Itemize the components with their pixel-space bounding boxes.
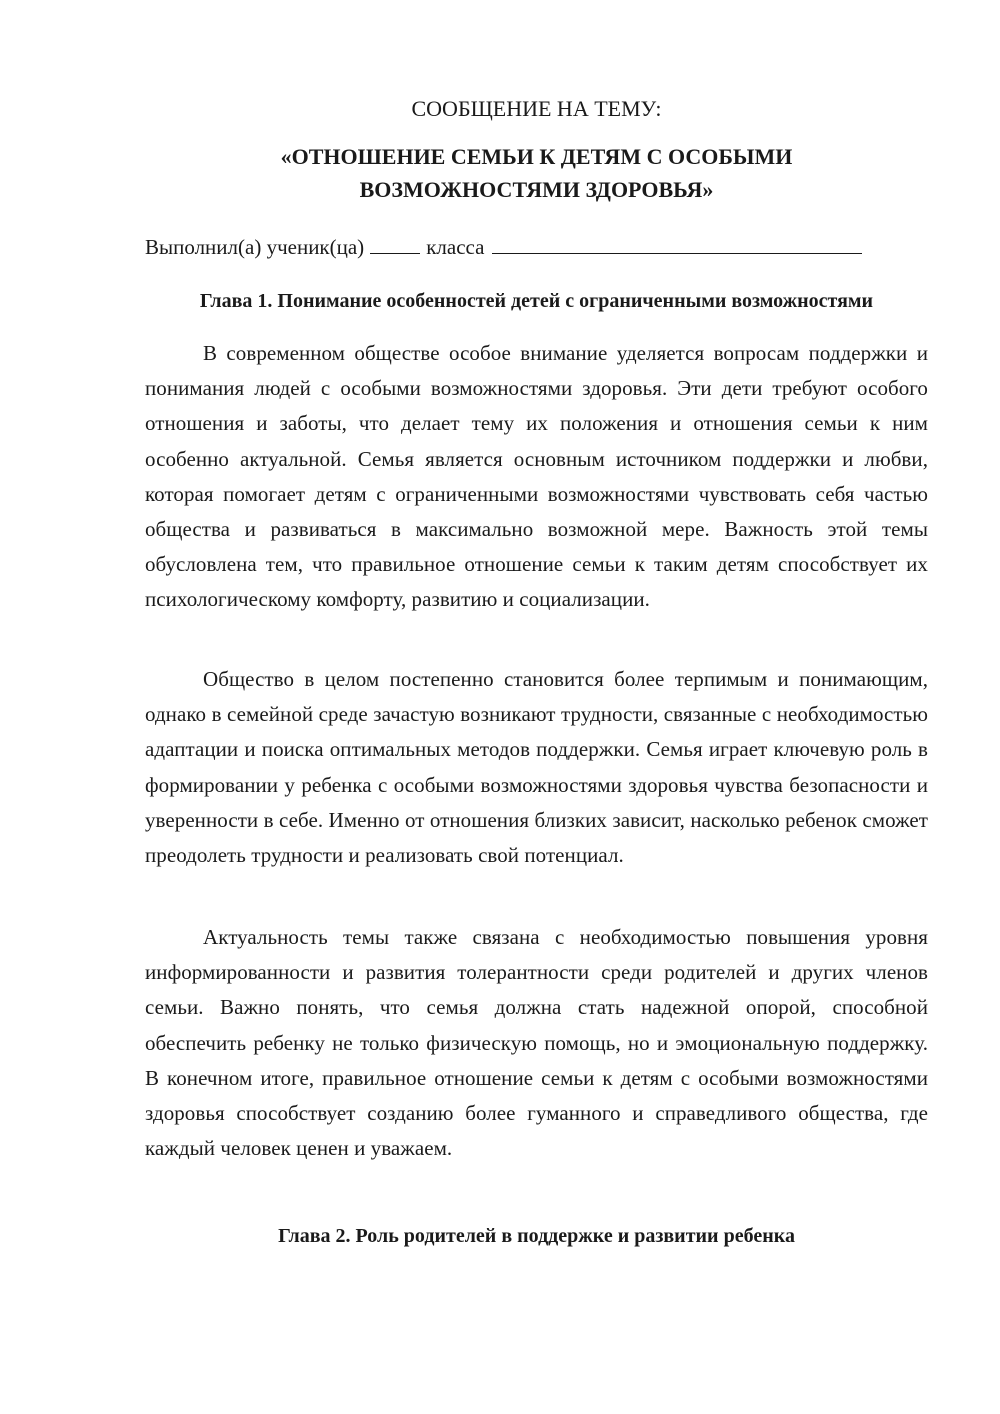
name-blank (492, 233, 862, 254)
document-heading: СООБЩЕНИЕ НА ТЕМУ: (411, 96, 662, 121)
paragraph-2: Общество в целом постепенно становится более терпимым и понимающим, однако в семейной среде зачастую возникают трудности, связанные с необходимостью адаптации и поиска оптимальных методов поддержки. Семья играет ключевую роль в формировании у ребенка с особыми возможностями здоровья чувства безопасности и уверенности в себе. Именно от отношения близких зависит, насколько ребенок сможет преодолеть трудности и реализовать свой потенциал. (145, 667, 928, 868)
grade-blank (370, 233, 420, 254)
paragraph-3: Актуальность темы также связана с необходимостью повышения уровня информированности и развития толерантности среди родителей и других членов семьи. Важно понять, что семья должна стать надежной опорой, способной обеспечить ребенку не только физическую помощь, но и эмоциональную поддержку. В конечном итоге, правильное отношение семьи к детям с особыми возможностями здоровья способствует созданию более гуманного и справедливого общества, где каждый человек ценен и уважаем. (145, 925, 928, 1161)
title-line-1: «ОТНОШЕНИЕ СЕМЬИ К ДЕТЯМ С ОСОБЫМИ (280, 144, 793, 169)
title-line-2: ВОЗМОЖНОСТЯМИ ЗДОРОВЬЯ» (359, 177, 714, 202)
paragraph-1: В современном обществе особое внимание уделяется вопросам поддержки и понимания людей с особыми возможностями здоровья. Эти дети требуют особого отношения и заботы, что делает тему их положения и отношения семьи к ним особенно актуальной. Семья является основным источником поддержки и любви, которая помогает детям с ограниченными возможностями чувствовать себя частью общества и развиваться в максимально возможной мере. Важность этой темы обусловлена тем, что правильное отношение семьи к таким детям способствует их психологическому комфорту, развитию и социализации. (145, 341, 928, 612)
chapter-2-title: Глава 2. Роль родителей в поддержке и развитии ребенка (278, 1225, 795, 1247)
author-prefix: Выполнил(а) ученик(ца) (145, 235, 365, 259)
chapter-1-title: Глава 1. Понимание особенностей детей с ограниченными возможностями (199, 290, 874, 312)
document-title (145, 140, 928, 206)
grade-label: класса (426, 235, 485, 259)
author-line (145, 233, 928, 260)
